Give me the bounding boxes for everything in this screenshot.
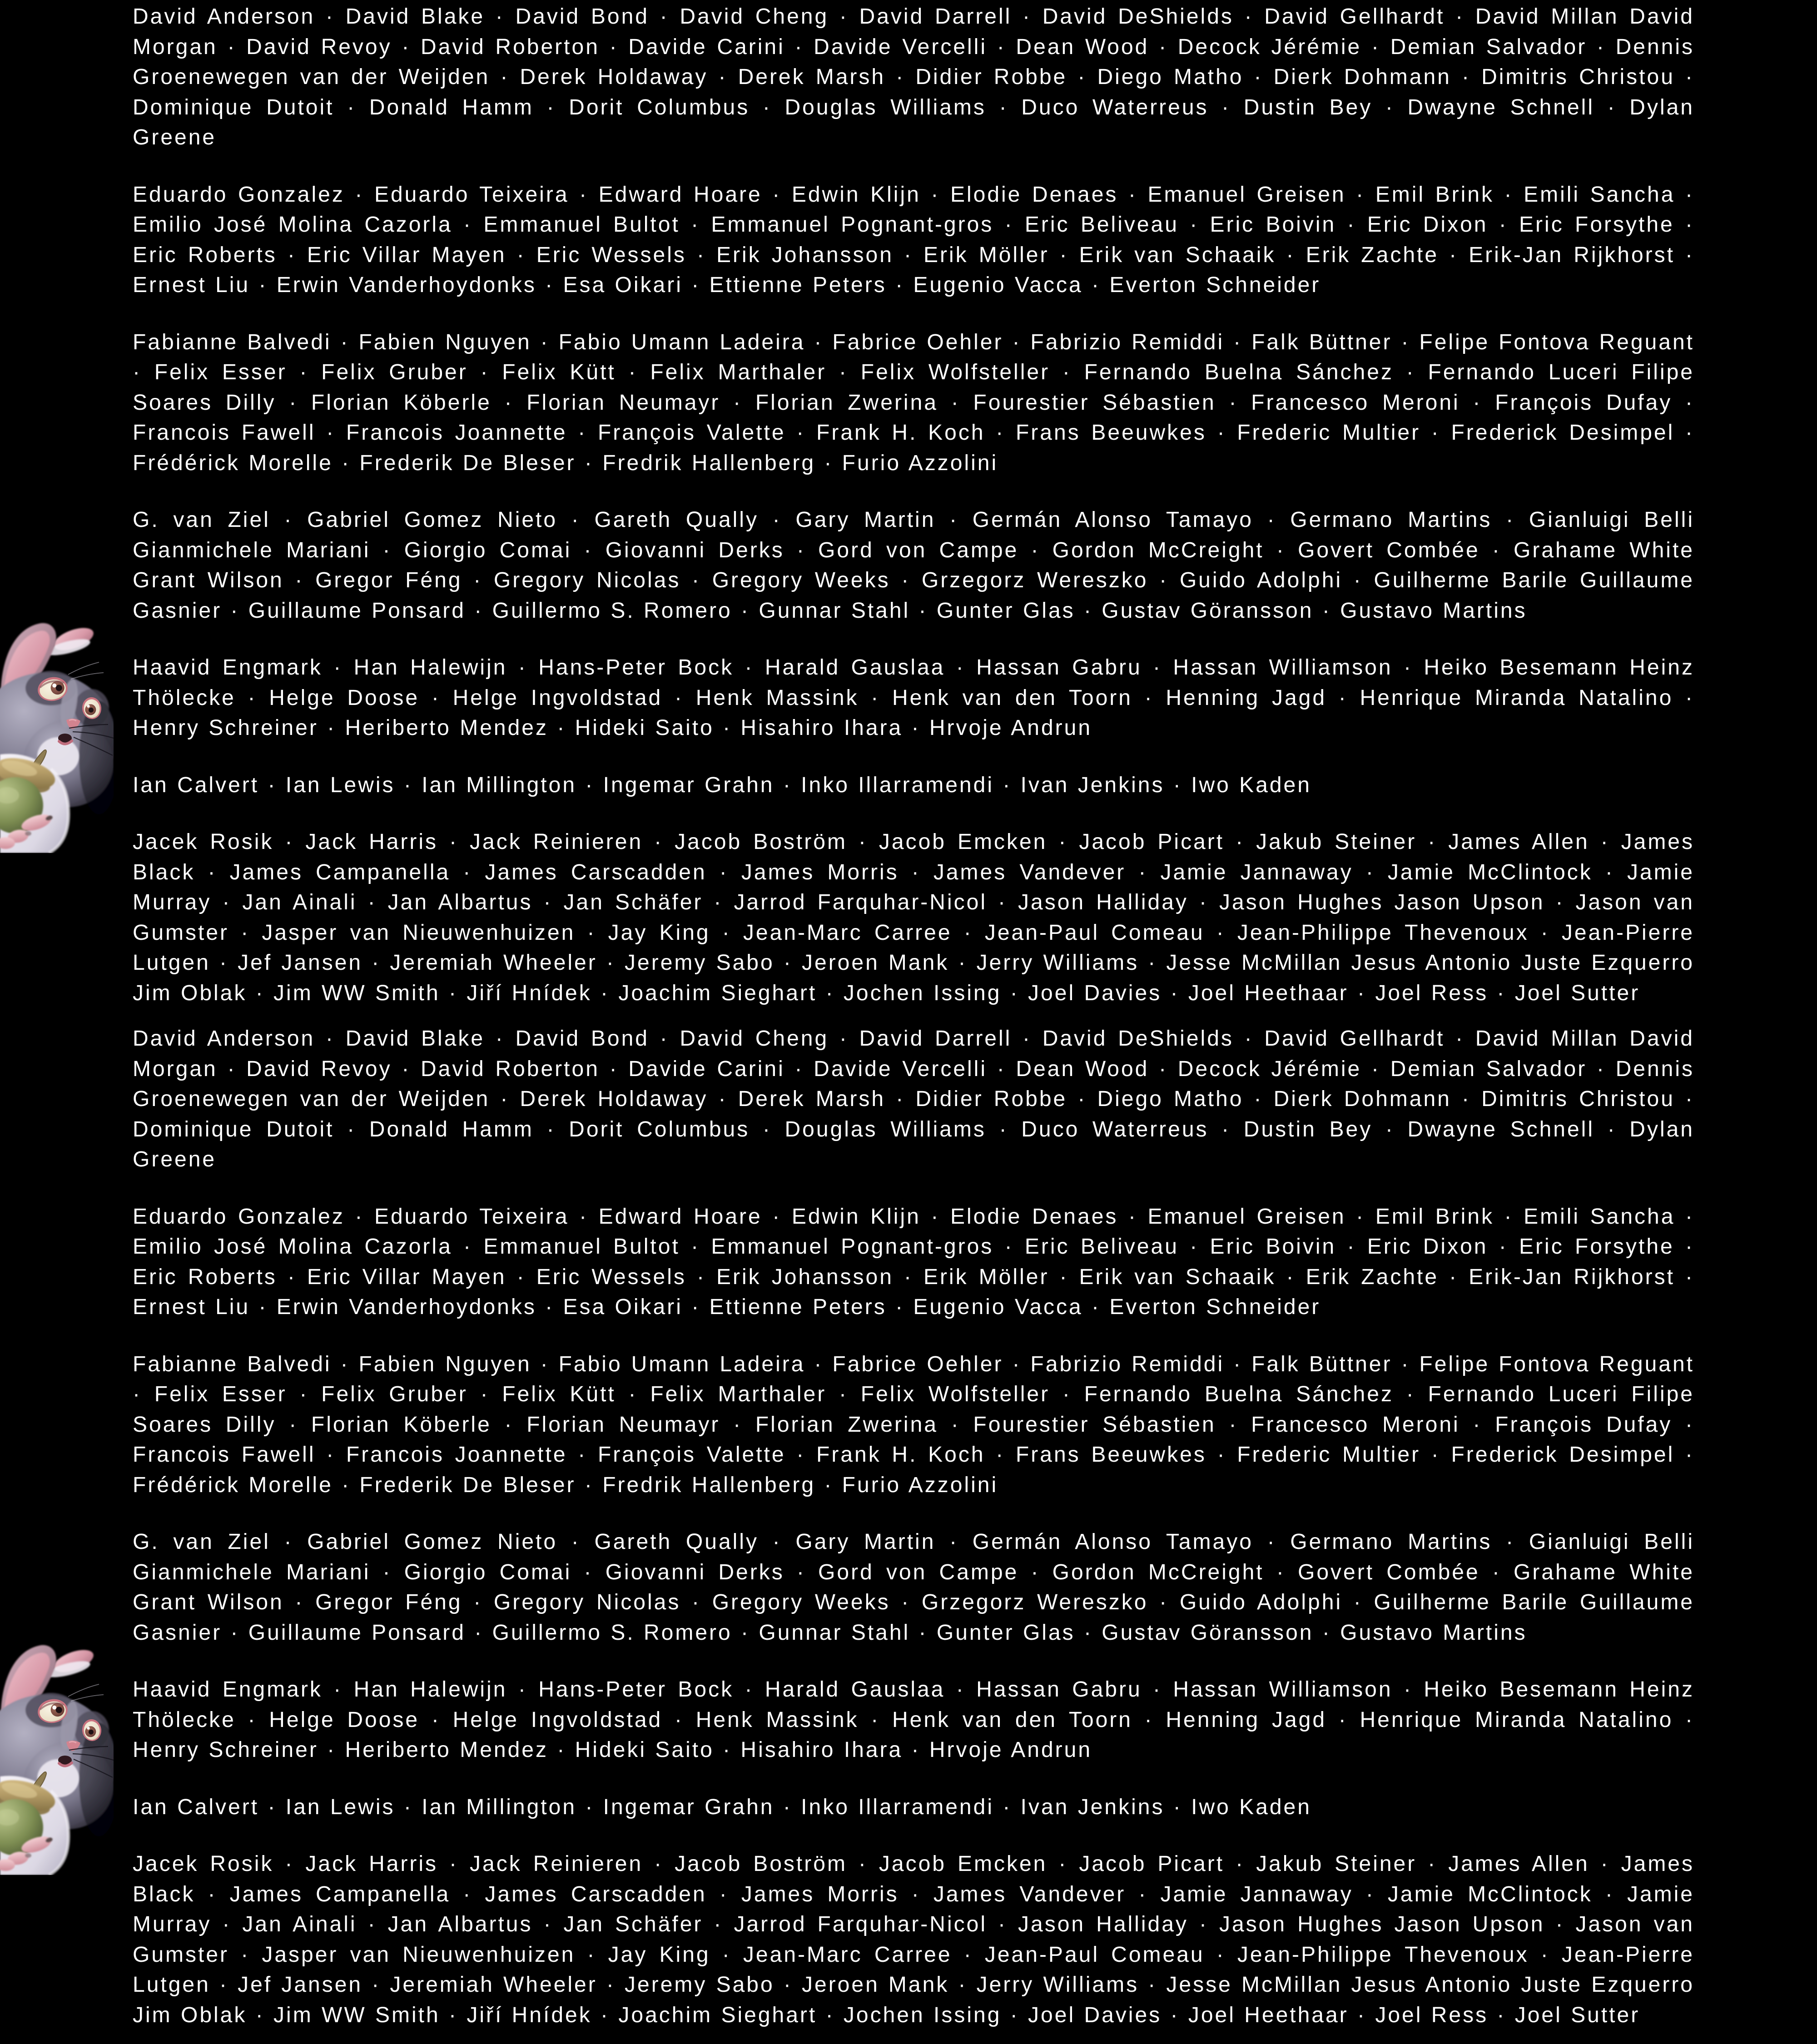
chinchilla-character-image xyxy=(0,619,114,853)
mouth xyxy=(58,734,72,744)
credits-paragraph-d: David Anderson · David Blake · David Bond · David Cheng · David Darrell · David DeShields · David Gellhardt · David Millan David Morgan · David Revoy · David Roberton · Davide Carini · Davide Vercelli · Dean Wood · Decock Jérémie · Demian Salvador · Dennis Groenewegen van der Weijden · Derek Holdaway · Derek Marsh · Didier Robbe · Diego Matho · Dierk Dohmann · Dimitris Christou · Dominique Dutoit · Donald Hamm · Dorit Columbus · Douglas Williams · Duco Waterreus · Dustin Bey · Dwayne Schnell · Dylan Greene xyxy=(133,5,1694,149)
credits-paragraph-f: Fabianne Balvedi · Fabien Nguyen · Fabio Umann Ladeira · Fabrice Oehler · Fabrizio Remiddi · Falk Büttner · Felipe Fontova Reguant · Felix Esser · Felix Gruber · Felix Kütt · Felix Marthaler · Felix Wolfsteller · Fernando Buelna Sánchez · Fernando Luceri Filipe Soares Dilly · Florian Köberle · Florian Neumayr · Florian Zwerina · Fourestier Sébastien · Francesco Meroni · François Dufay · Francois Fawell · Francois Joannette · François Valette · Frank H. Koch · Frans Beeuwkes · Frederic Multier · Frederick Desimpel · Frédérick Morelle · Frederik De Bleser · Fredrik Hallenberg · Furio Azzolini xyxy=(133,1352,1694,1497)
chinchilla-character-image xyxy=(0,1641,114,1875)
credits-copy-2 xyxy=(0,1022,1817,2044)
brow-whiskers xyxy=(68,1684,104,1701)
credits-paragraph-j: Jacek Rosik · Jack Harris · Jack Reinieren · Jacob Boström · Jacob Emcken · Jacob Picart · Jakub Steiner · James Allen · James Black · James Campanella · James Carscadden · James Morris · James Vandever · Jamie Jannaway · Jamie McClintock · Jamie Murray · Jan Ainali · Jan Albartus · Jan Schäfer · Jarrod Farquhar-Nicol · Jason Halliday · Jason Hughes Jason Upson · Jason van Gumster · Jasper van Nieuwenhuizen · Jay King · Jean-Marc Carree · Jean-Paul Comeau · Jean-Philippe Thevenoux · Jean-Pierre Lutgen · Jef Jansen · Jeremiah Wheeler · Jeremy Sabo · Jeroen Mank · Jerry Williams · Jesse McMillan Jesus Antonio Juste Ezquerro Jim Oblak · Jim WW Smith · Jiří Hnídek · Joachim Sieghart · Jochen Issing · Joel Davies · Joel Heethaar · Joel Ress · Joel Sutter xyxy=(133,830,1694,1005)
credits-paragraph-i: Ian Calvert · Ian Lewis · Ian Millington · Ingemar Grahn · Inko Illarramendi · Ivan Jenkins · Iwo Kaden xyxy=(133,1795,1311,1819)
mouth xyxy=(58,1756,72,1766)
credits-paragraph-d: David Anderson · David Blake · David Bond · David Cheng · David Darrell · David DeShields · David Gellhardt · David Millan David Morgan · David Revoy · David Roberton · Davide Carini · Davide Vercelli · Dean Wood · Decock Jérémie · Demian Salvador · Dennis Groenewegen van der Weijden · Derek Holdaway · Derek Marsh · Didier Robbe · Diego Matho · Dierk Dohmann · Dimitris Christou · Dominique Dutoit · Donald Hamm · Dorit Columbus · Douglas Williams · Duco Waterreus · Dustin Bey · Dwayne Schnell · Dylan Greene xyxy=(133,1027,1694,1171)
credits-paragraph-f: Fabianne Balvedi · Fabien Nguyen · Fabio Umann Ladeira · Fabrice Oehler · Fabrizio Remiddi · Falk Büttner · Felipe Fontova Reguant · Felix Esser · Felix Gruber · Felix Kütt · Felix Marthaler · Felix Wolfsteller · Fernando Buelna Sánchez · Fernando Luceri Filipe Soares Dilly · Florian Köberle · Florian Neumayr · Florian Zwerina · Fourestier Sébastien · Francesco Meroni · François Dufay · Francois Fawell · Francois Joannette · François Valette · Frank H. Koch · Frans Beeuwkes · Frederic Multier · Frederick Desimpel · Frédérick Morelle · Frederik De Bleser · Fredrik Hallenberg · Furio Azzolini xyxy=(133,330,1694,475)
credits-paragraph-h: Haavid Engmark · Han Halewijn · Hans-Peter Bock · Harald Gauslaa · Hassan Gabru · Hassan Williamson · Heiko Besemann Heinz Thölecke · Helge Doose · Helge Ingvoldstad · Henk Massink · Henk van den Toorn · Henning Jagd · Henrique Miranda Natalino · Henry Schreiner · Heriberto Mendez · Hideki Saito · Hisahiro Ihara · Hrvoje Andrun xyxy=(133,655,1694,740)
credits-text-column xyxy=(0,1022,1817,2044)
credits-paragraph-h: Haavid Engmark · Han Halewijn · Hans-Peter Bock · Harald Gauslaa · Hassan Gabru · Hassan Williamson · Heiko Besemann Heinz Thölecke · Helge Doose · Helge Ingvoldstad · Henk Massink · Henk van den Toorn · Henning Jagd · Henrique Miranda Natalino · Henry Schreiner · Heriberto Mendez · Hideki Saito · Hisahiro Ihara · Hrvoje Andrun xyxy=(133,1677,1694,1762)
credits-paragraph-j: Jacek Rosik · Jack Harris · Jack Reinieren · Jacob Boström · Jacob Emcken · Jacob Picart · Jakub Steiner · James Allen · James Black · James Campanella · James Carscadden · James Morris · James Vandever · Jamie Jannaway · Jamie McClintock · Jamie Murray · Jan Ainali · Jan Albartus · Jan Schäfer · Jarrod Farquhar-Nicol · Jason Halliday · Jason Hughes Jason Upson · Jason van Gumster · Jasper van Nieuwenhuizen · Jay King · Jean-Marc Carree · Jean-Paul Comeau · Jean-Philippe Thevenoux · Jean-Pierre Lutgen · Jef Jansen · Jeremiah Wheeler · Jeremy Sabo · Jeroen Mank · Jerry Williams · Jesse McMillan Jesus Antonio Juste Ezquerro Jim Oblak · Jim WW Smith · Jiří Hnídek · Joachim Sieghart · Jochen Issing · Joel Davies · Joel Heethaar · Joel Ress · Joel Sutter xyxy=(133,1852,1694,2027)
credits-paragraph-g: G. van Ziel · Gabriel Gomez Nieto · Gareth Qually · Gary Martin · Germán Alonso Tamayo · Germano Martins · Gianluigi Belli Gianmichele Mariani · Giorgio Comai · Giovanni Derks · Gord von Campe · Gordon McCreight · Govert Combée · Grahame White Grant Wilson · Gregor Féng · Gregory Nicolas · Gregory Weeks · Grzegorz Wereszko · Guido Adolphi · Guilherme Barile Guillaume Gasnier · Guillaume Ponsard · Guillermo S. Romero · Gunnar Stahl · Gunter Glas · Gustav Göransson · Gustavo Martins xyxy=(133,508,1694,623)
credits-paragraph-e: Eduardo Gonzalez · Eduardo Teixeira · Edward Hoare · Edwin Klijn · Elodie Denaes · Emanuel Greisen · Emil Brink · Emili Sancha · Emilio José Molina Cazorla · Emmanuel Bultot · Emmanuel Pognant-gros · Eric Beliveau · Eric Boivin · Eric Dixon · Eric Forsythe · Eric Roberts · Eric Villar Mayen · Eric Wessels · Erik Johansson · Erik Möller · Erik van Schaaik · Erik Zachte · Erik-Jan Rijkhorst · Ernest Liu · Erwin Vanderhoydonks · Esa Oikari · Ettienne Peters · Eugenio Vacca · Everton Schneider xyxy=(133,182,1694,297)
credits-paragraph-e: Eduardo Gonzalez · Eduardo Teixeira · Edward Hoare · Edwin Klijn · Elodie Denaes · Emanuel Greisen · Emil Brink · Emili Sancha · Emilio José Molina Cazorla · Emmanuel Bultot · Emmanuel Pognant-gros · Eric Beliveau · Eric Boivin · Eric Dixon · Eric Forsythe · Eric Roberts · Eric Villar Mayen · Eric Wessels · Erik Johansson · Erik Möller · Erik van Schaaik · Erik Zachte · Erik-Jan Rijkhorst · Ernest Liu · Erwin Vanderhoydonks · Esa Oikari · Ettienne Peters · Eugenio Vacca · Everton Schneider xyxy=(133,1204,1694,1319)
credits-paragraph-i: Ian Calvert · Ian Lewis · Ian Millington · Ingemar Grahn · Inko Illarramendi · Ivan Jenkins · Iwo Kaden xyxy=(133,773,1311,797)
credits-paragraph-g: G. van Ziel · Gabriel Gomez Nieto · Gareth Qually · Gary Martin · Germán Alonso Tamayo · Germano Martins · Gianluigi Belli Gianmichele Mariani · Giorgio Comai · Giovanni Derks · Gord von Campe · Gordon McCreight · Govert Combée · Grahame White Grant Wilson · Gregor Féng · Gregory Nicolas · Gregory Weeks · Grzegorz Wereszko · Guido Adolphi · Guilherme Barile Guillaume Gasnier · Guillaume Ponsard · Guillermo S. Romero · Gunnar Stahl · Gunter Glas · Gustav Göransson · Gustavo Martins xyxy=(133,1530,1694,1645)
brow-whiskers xyxy=(68,662,104,679)
